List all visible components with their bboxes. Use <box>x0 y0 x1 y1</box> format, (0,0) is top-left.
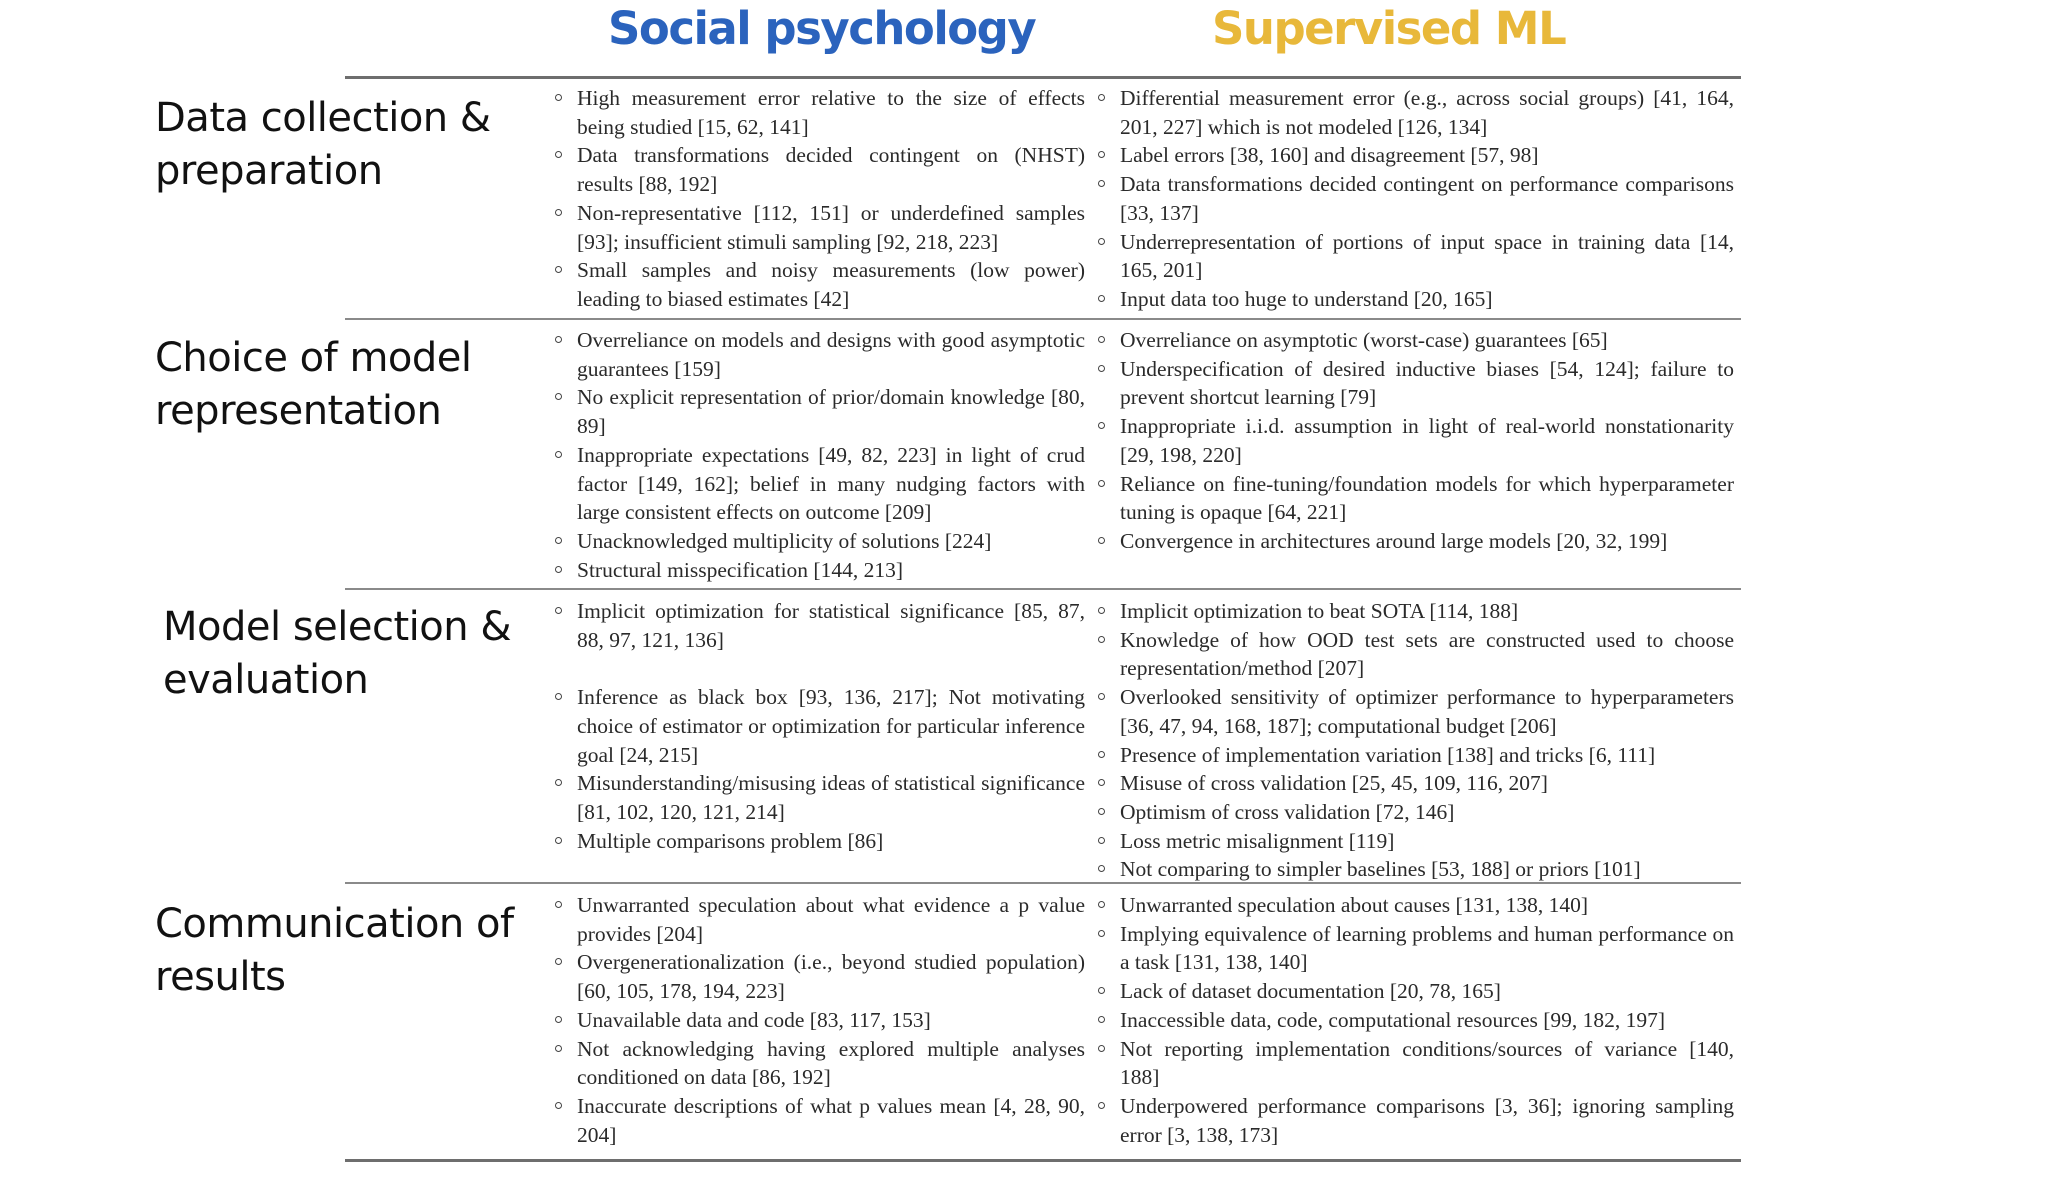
column-header-supervised-ml: Supervised ML <box>1212 2 1566 55</box>
list-item <box>1098 597 1734 626</box>
hollow-bullet-icon <box>1098 808 1105 815</box>
issue-text: Presence of implementation variation [138] and tricks [6, 111] <box>1120 742 1656 767</box>
stage-label-line: Model selection & <box>163 604 512 650</box>
list-item <box>555 383 1085 440</box>
stage-label-model-representation <box>155 332 472 438</box>
list-item <box>1098 355 1734 412</box>
hollow-bullet-icon <box>1098 837 1105 844</box>
issue-text: Not comparing to simpler baselines [53, 188] or priors [101] <box>1120 857 1641 882</box>
list-item <box>1098 1006 1734 1035</box>
issue-text: Differential measurement error (e.g., across social groups) [41, 164, 201, 227] which is not modeled [126, 134] <box>1120 86 1734 139</box>
list-item <box>555 84 1085 141</box>
social-psych-issues-model-representation <box>555 326 1085 584</box>
issue-text: Small samples and noisy measurements (low power) leading to biased estimates [42] <box>577 258 1085 311</box>
list-item <box>1098 170 1734 227</box>
list-item <box>1098 1035 1734 1092</box>
list-item <box>1098 855 1734 884</box>
issue-text: Inaccessible data, code, computational resources [99, 182, 197] <box>1120 1007 1666 1032</box>
issue-text: Lack of dataset documentation [20, 78, 165] <box>1120 979 1501 1004</box>
issue-text: Loss metric misalignment [119] <box>1120 828 1395 853</box>
social-psych-issues-model-selection <box>555 597 1085 855</box>
stage-label-model-selection <box>163 601 511 707</box>
issue-text: Data transformations decided contingent on performance comparisons [33, 137] <box>1120 172 1734 225</box>
list-item <box>1098 470 1734 527</box>
hollow-bullet-icon <box>555 266 562 273</box>
table-bottom-rule <box>345 1159 1741 1162</box>
table-top-rule <box>345 76 1741 79</box>
list-item <box>555 199 1085 256</box>
hollow-bullet-icon <box>1098 751 1105 758</box>
list-item <box>555 1006 1085 1035</box>
hollow-bullet-icon <box>1098 930 1105 937</box>
list-item <box>555 441 1085 527</box>
hollow-bullet-icon <box>1098 901 1105 908</box>
list-item <box>1098 626 1734 683</box>
list-item <box>1098 891 1734 920</box>
supervised-ml-issues-data-collection <box>1098 84 1734 314</box>
list-item <box>555 326 1085 383</box>
issue-text: Label errors [38, 160] and disagreement [57, 98] <box>1120 143 1539 168</box>
hollow-bullet-icon <box>1098 636 1105 643</box>
hollow-bullet-icon <box>1098 295 1105 302</box>
hollow-bullet-icon <box>1098 1016 1105 1023</box>
hollow-bullet-icon <box>555 779 562 786</box>
hollow-bullet-icon <box>1098 422 1105 429</box>
issue-text: Overlooked sensitivity of optimizer performance to hyperparameters [36, 47, 94, 168, 187]; computational budget [206] <box>1120 685 1734 738</box>
list-item <box>1098 1092 1734 1149</box>
hollow-bullet-icon <box>1098 693 1105 700</box>
social-psych-issues-communication <box>555 891 1085 1149</box>
hollow-bullet-icon <box>1098 480 1105 487</box>
issue-text: Overgenerationalization (i.e., beyond studied population) [60, 105, 178, 194, 223] <box>577 950 1085 1004</box>
stage-label-line: representation <box>155 388 442 434</box>
stage-label-line: Data collection & <box>155 95 491 141</box>
hollow-bullet-icon <box>1098 180 1105 187</box>
list-item <box>1098 228 1734 285</box>
issue-text: Inference as black box [93, 136, 217]; Not motivating choice of estimator or optimization for particular inference goal [24, 215] <box>577 685 1085 767</box>
stage-label-line: evaluation <box>163 657 369 703</box>
list-item <box>555 256 1085 313</box>
hollow-bullet-icon <box>555 1102 562 1109</box>
hollow-bullet-icon <box>1098 94 1105 101</box>
list-item <box>1098 827 1734 856</box>
hollow-bullet-icon <box>1098 537 1105 544</box>
list-item <box>1098 141 1734 170</box>
stage-label-data-collection <box>155 92 491 198</box>
hollow-bullet-icon <box>1098 865 1105 872</box>
issue-text: Unwarranted speculation about causes [131, 138, 140] <box>1120 893 1589 917</box>
issue-text: Underrepresentation of portions of input space in training data [14, 165, 201] <box>1120 229 1734 283</box>
hollow-bullet-icon <box>555 1045 562 1052</box>
row-divider <box>345 318 1741 320</box>
issue-text: Inappropriate i.i.d. assumption in light of real-world nonstationarity [29, 198, 220] <box>1120 414 1734 467</box>
issue-text: Structural misspecification [144, 213] <box>577 557 904 582</box>
hollow-bullet-icon <box>555 837 562 844</box>
issue-text: Optimism of cross validation [72, 146] <box>1120 799 1455 824</box>
issue-text: Implying equivalence of learning problems and human performance on a task [131, 138, 140] <box>1120 921 1734 975</box>
list-item <box>555 891 1085 948</box>
issue-text: Input data too huge to understand [20, 165] <box>1120 286 1493 311</box>
issue-text: Not reporting implementation conditions/sources of variance [140, 188] <box>1120 1036 1734 1090</box>
list-item <box>1098 527 1734 556</box>
list-item <box>1098 977 1734 1006</box>
hollow-bullet-icon <box>555 607 562 614</box>
hollow-bullet-icon <box>1098 238 1105 245</box>
list-item <box>1098 412 1734 469</box>
hollow-bullet-icon <box>1098 1045 1105 1052</box>
issue-text: Unavailable data and code [83, 117, 153] <box>577 1007 931 1032</box>
hollow-bullet-icon <box>555 336 562 343</box>
list-item <box>1098 326 1734 355</box>
hollow-bullet-icon <box>1098 151 1105 158</box>
issue-text: Not acknowledging having explored multiple analyses conditioned on data [86, 192] <box>577 1036 1085 1090</box>
stage-label-line: preparation <box>155 148 383 194</box>
list-item <box>555 527 1085 556</box>
hollow-bullet-icon <box>555 451 562 458</box>
hollow-bullet-icon <box>555 566 562 573</box>
issue-text: Underpowered performance comparisons [3, 36]; ignoring sampling error [3, 138, 173] <box>1120 1093 1734 1147</box>
issue-text: Misunderstanding/misusing ideas of statistical significance [81, 102, 120, 121, 214] <box>577 771 1085 824</box>
issue-text: Convergence in architectures around large models [20, 32, 199] <box>1120 528 1668 553</box>
issue-text: Inaccurate descriptions of what p values mean [4, 28, 90, 204] <box>577 1093 1085 1147</box>
hollow-bullet-icon <box>1098 987 1105 994</box>
hollow-bullet-icon <box>1098 779 1105 786</box>
hollow-bullet-icon <box>555 1016 562 1023</box>
hollow-bullet-icon <box>555 537 562 544</box>
issue-text: Misuse of cross validation [25, 45, 109, 116, 207] <box>1120 771 1548 796</box>
issue-text: Multiple comparisons problem [86] <box>577 828 884 853</box>
stage-label-line: Communication of <box>155 901 514 947</box>
list-item <box>555 948 1085 1005</box>
supervised-ml-issues-communication <box>1098 891 1734 1149</box>
hollow-bullet-icon <box>1098 336 1105 343</box>
supervised-ml-issues-model-representation <box>1098 326 1734 556</box>
list-item <box>1098 798 1734 827</box>
hollow-bullet-icon <box>555 693 562 700</box>
list-item <box>555 1035 1085 1092</box>
hollow-bullet-icon <box>1098 1102 1105 1109</box>
list-item <box>555 141 1085 198</box>
issue-text: High measurement error relative to the size of effects being studied [15, 62, 141] <box>577 86 1085 139</box>
issue-text: Unacknowledged multiplicity of solutions [224] <box>577 528 992 553</box>
list-item <box>1098 920 1734 977</box>
list-item <box>555 1092 1085 1149</box>
list-item <box>1098 769 1734 798</box>
supervised-ml-issues-model-selection <box>1098 597 1734 884</box>
issue-text: Reliance on fine-tuning/foundation models for which hyperparameter tuning is opaque [64, 221] <box>1120 471 1734 525</box>
stage-label-line: results <box>155 954 286 1000</box>
row-divider <box>345 588 1741 590</box>
list-item <box>555 827 1085 856</box>
hollow-bullet-icon <box>1098 365 1105 372</box>
list-item <box>555 769 1085 826</box>
hollow-bullet-icon <box>555 393 562 400</box>
issue-text: Unwarranted speculation about what evidence a p value provides [204] <box>577 893 1085 946</box>
list-item <box>555 597 1085 654</box>
hollow-bullet-icon <box>1098 607 1105 614</box>
issue-text: Implicit optimization for statistical significance [85, 87, 88, 97, 121, 136] <box>577 599 1085 652</box>
social-psych-issues-data-collection <box>555 84 1085 314</box>
column-header-social-psychology: Social psychology <box>608 2 1036 55</box>
stage-label-line: Choice of model <box>155 335 472 381</box>
issue-text: Data transformations decided contingent on (NHST) results [88, 192] <box>577 143 1085 197</box>
list-item <box>555 556 1085 585</box>
list-item <box>1098 285 1734 314</box>
issue-text: Underspecification of desired inductive biases [54, 124]; failure to prevent shortcut learning [79] <box>1120 356 1734 410</box>
hollow-bullet-icon <box>555 151 562 158</box>
issue-text: Knowledge of how OOD test sets are constructed used to choose representation/method [207] <box>1120 627 1734 681</box>
list-item <box>1098 683 1734 740</box>
hollow-bullet-icon <box>555 94 562 101</box>
issue-text: Overreliance on asymptotic (worst-case) guarantees [65] <box>1120 328 1608 352</box>
hollow-bullet-icon <box>555 209 562 216</box>
stage-label-communication <box>155 898 514 1004</box>
list-item <box>1098 741 1734 770</box>
issue-text: Overreliance on models and designs with good asymptotic guarantees [159] <box>577 328 1085 381</box>
list-item <box>555 683 1085 769</box>
issue-text: Non-representative [112, 151] or underdefined samples [93]; insufficient stimuli sampling [92, 218, 223] <box>577 200 1085 254</box>
issue-text: Inappropriate expectations [49, 82, 223] in light of crud factor [149, 162]; belief in many nudging factors with large consistent effects on outcome [209] <box>577 442 1085 525</box>
issue-text: Implicit optimization to beat SOTA [114, 188] <box>1120 599 1519 623</box>
hollow-bullet-icon <box>555 901 562 908</box>
issue-text: No explicit representation of prior/domain knowledge [80, 89] <box>577 385 1085 439</box>
hollow-bullet-icon <box>555 958 562 965</box>
list-item <box>1098 84 1734 141</box>
